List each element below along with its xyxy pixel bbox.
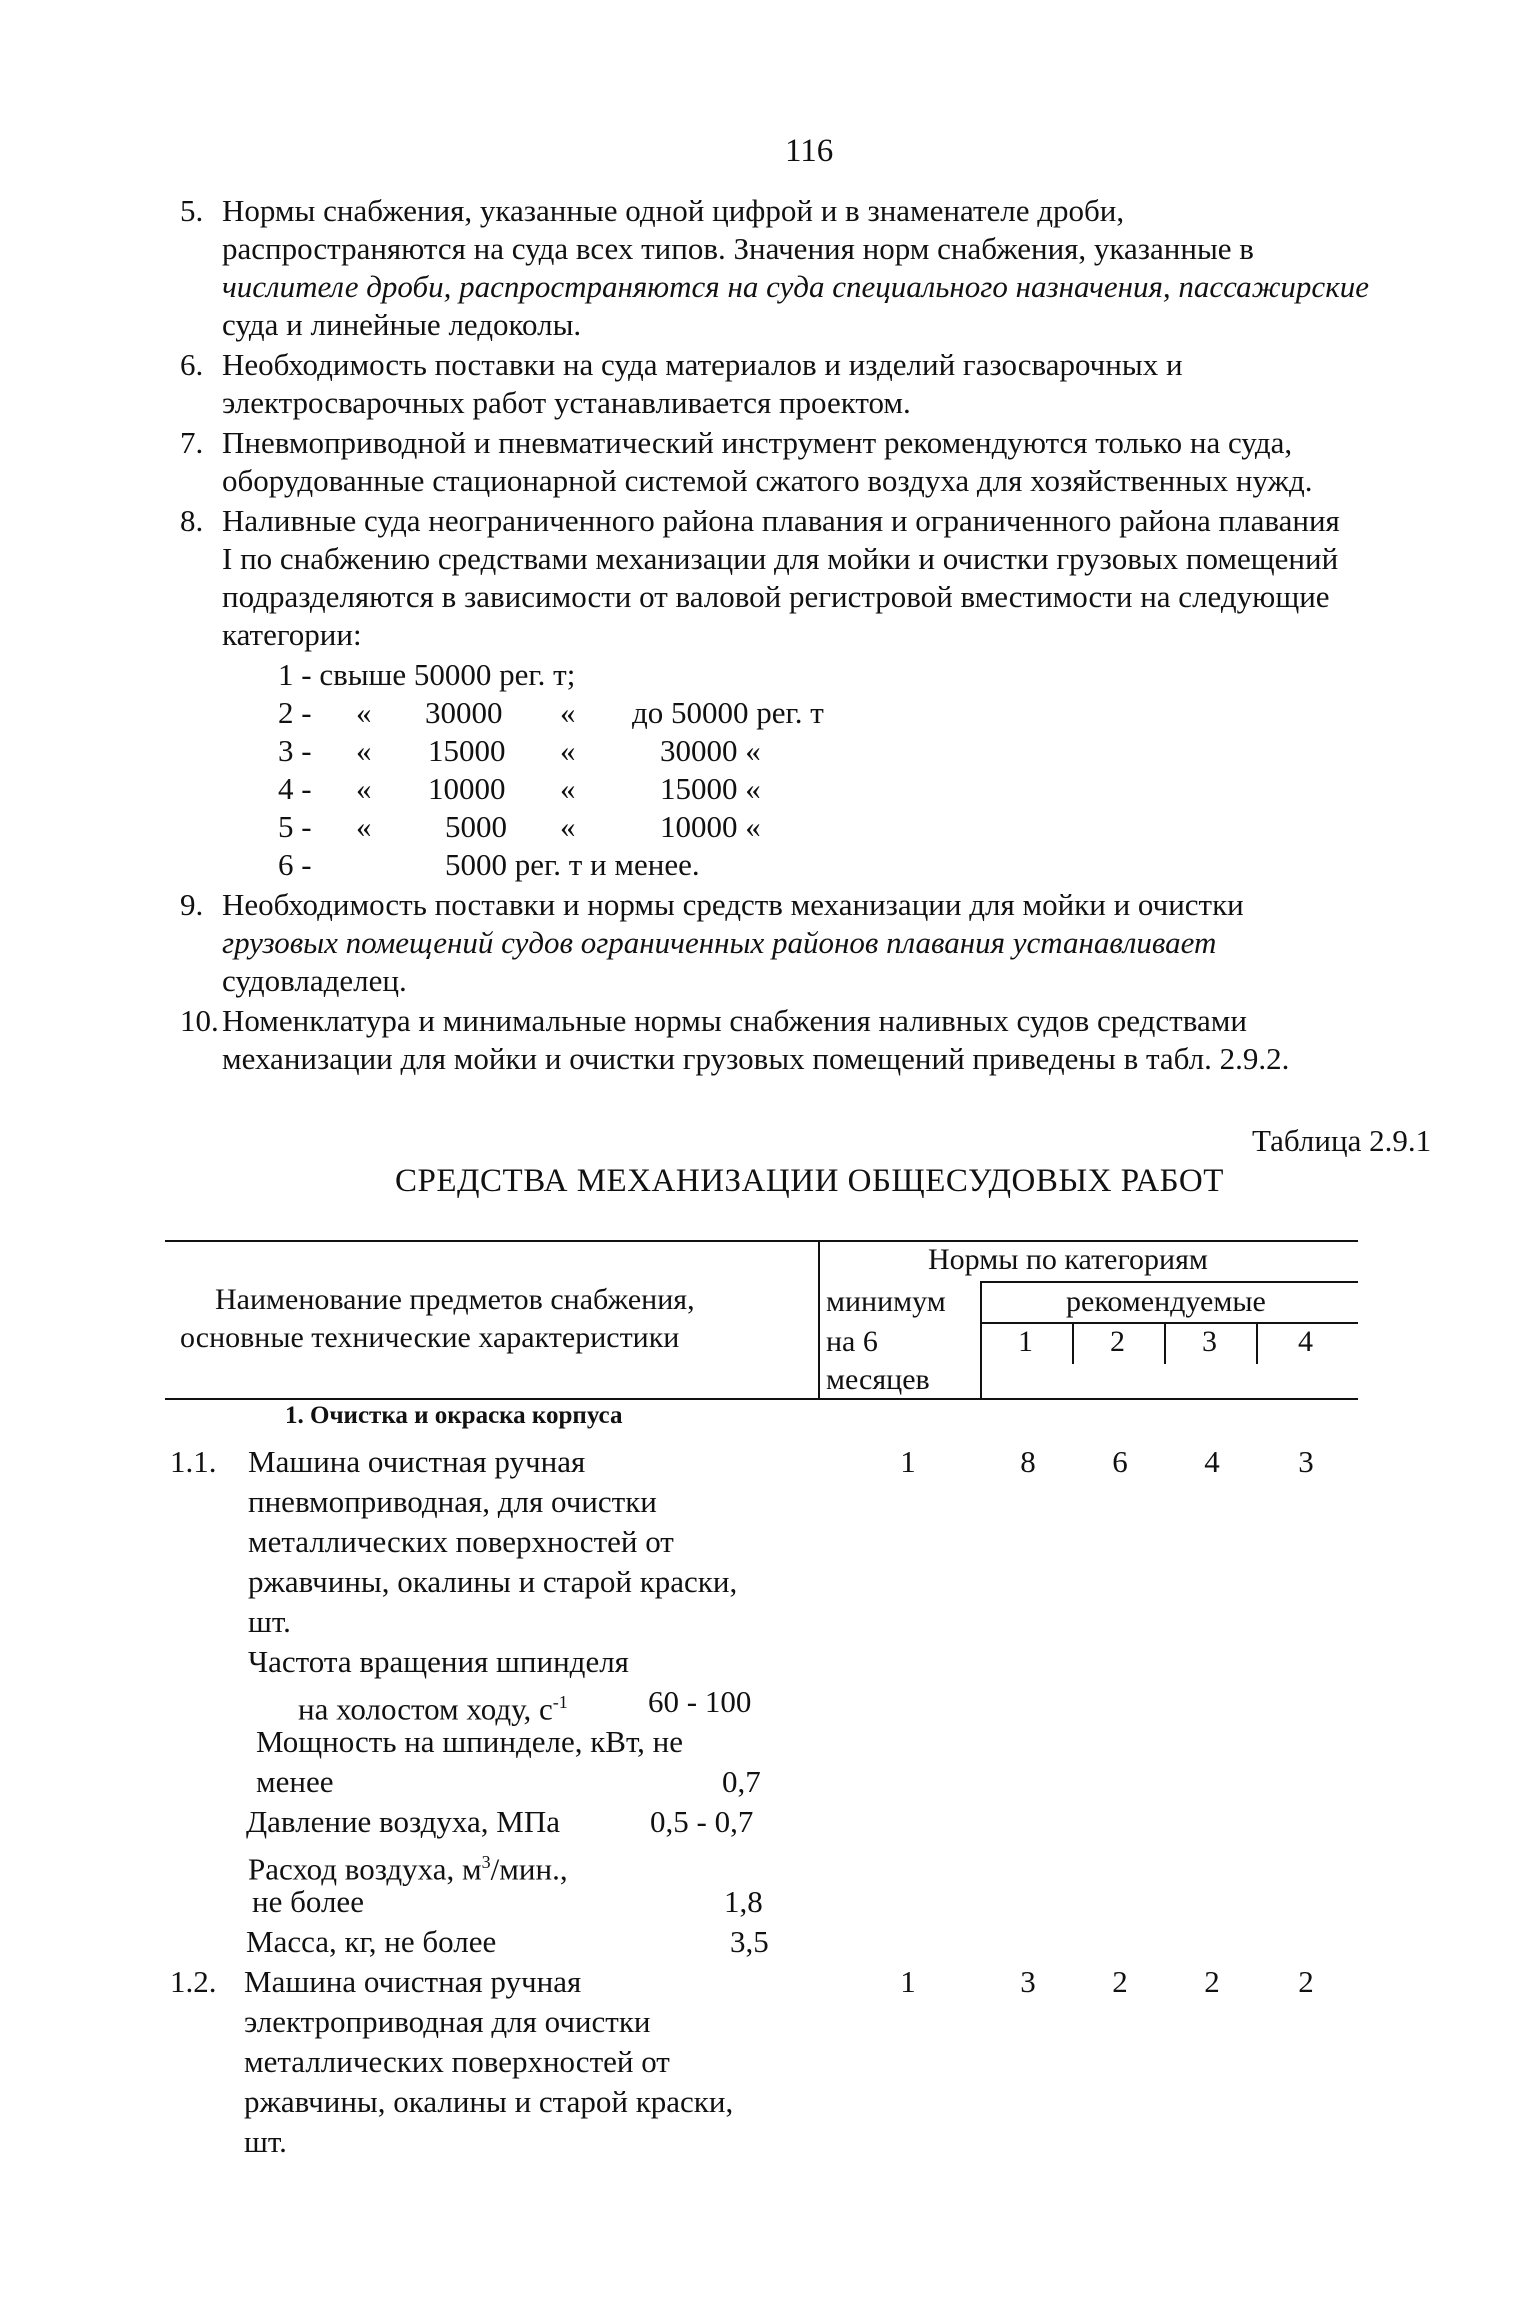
col-divider (818, 1240, 820, 1398)
row-number: 1.2. (170, 1964, 217, 1999)
row-text: шт. (248, 1604, 291, 1639)
note-line: Необходимость поставки и нормы средств механизации для мойки и очистки (222, 887, 1244, 922)
note-line: грузовых помещений судов ограниченных районов плавания устанавливает (222, 925, 1217, 960)
spec-superscript: -1 (552, 1692, 568, 1712)
spec-value: 3,5 (730, 1924, 769, 1959)
ditto-mark: « (356, 733, 372, 768)
category-number: 3 - (278, 733, 312, 768)
row-text: ржавчины, окалины и старой краски, (248, 1564, 738, 1599)
row-text: Машина очистная ручная (244, 1964, 582, 1999)
spec-label: Мощность на шпинделе, кВт, не (256, 1724, 684, 1759)
row-number: 1.1. (170, 1444, 217, 1479)
note-number: 10. (180, 1003, 219, 1038)
spec-label: Масса, кг, не более (246, 1924, 497, 1959)
spec-label: Давление воздуха, МПа (246, 1804, 560, 1839)
spec-superscript: 3 (481, 1852, 491, 1872)
category-2-header: 2 (1110, 1325, 1125, 1358)
note-number: 6. (180, 347, 204, 382)
note-line: подразделяются в зависимости от валовой регистровой вместимости на следующие (222, 579, 1330, 614)
spec-label: Частота вращения шпинделя (248, 1644, 629, 1679)
note-line: суда и линейные ледоколы. (222, 307, 582, 342)
category-number: 4 - (278, 771, 312, 806)
category-1-header: 1 (1018, 1325, 1033, 1358)
col-divider (1256, 1322, 1258, 1364)
header-bottom-rule (165, 1398, 1358, 1400)
row-text: ржавчины, окалины и старой краски, (244, 2084, 734, 2119)
col-divider (980, 1281, 982, 1398)
note-line: категории: (222, 617, 362, 652)
spec-value: 60 - 100 (648, 1684, 752, 1719)
row-text: Машина очистная ручная (248, 1444, 586, 1479)
spec-value: 0,5 - 0,7 (650, 1804, 754, 1839)
table-title: СРЕДСТВА МЕХАНИЗАЦИИ ОБЩЕСУДОВЫХ РАБОТ (395, 1163, 1224, 1199)
ditto-mark: « (560, 695, 576, 730)
spec-label: не более (252, 1884, 364, 1919)
note-number: 8. (180, 503, 204, 538)
norm-minimum: 1 (900, 1964, 916, 1999)
ditto-mark: « (560, 733, 576, 768)
name-col-header: основные технические характеристики (180, 1321, 680, 1354)
category-from: 5000 (445, 809, 507, 844)
note-line: Наливные суда неограниченного района плавания и ограниченного района плавания (222, 503, 1340, 538)
category-from: 30000 (425, 695, 503, 730)
category-row: 1 - свыше 50000 рег. т; (278, 657, 576, 692)
ditto-mark: « (356, 771, 372, 806)
norm-category-2: 2 (1112, 1964, 1128, 1999)
table-label: Таблица 2.9.1 (1252, 1123, 1432, 1158)
row-text: металлических поверхностей от (244, 2044, 670, 2079)
note-line: оборудованные стационарной системой сжатого воздуха для хозяйственных нужд. (222, 463, 1313, 498)
category-to: до 50000 рег. т (632, 695, 824, 730)
norm-category-1: 8 (1020, 1444, 1036, 1479)
category-to: 10000 « (660, 809, 761, 844)
norm-category-1: 3 (1020, 1964, 1036, 1999)
col-divider (1072, 1322, 1074, 1364)
page-number: 116 (785, 133, 834, 169)
norm-category-3: 4 (1204, 1444, 1220, 1479)
norm-category-4: 3 (1298, 1444, 1314, 1479)
note-number: 7. (180, 425, 204, 460)
category-3-header: 3 (1202, 1325, 1217, 1358)
note-line: Номенклатура и минимальные нормы снабжения наливных судов средствами (222, 1003, 1247, 1038)
category-number: 6 - (278, 847, 312, 882)
category-from: 10000 (428, 771, 506, 806)
row-text: шт. (244, 2124, 287, 2159)
note-line: I по снабжению средствами механизации для мойки и очистки грузовых помещений (222, 541, 1339, 576)
category-to: 15000 « (660, 771, 761, 806)
note-line: Нормы снабжения, указанные одной цифрой и в знаменателе дроби, (222, 193, 1125, 228)
spec-label-tail: /мин., (490, 1851, 568, 1887)
name-col-header: Наименование предметов снабжения, (215, 1283, 695, 1316)
minimum-header: месяцев (826, 1363, 930, 1396)
minimum-header: на 6 (826, 1325, 878, 1358)
note-line: распространяются на суда всех типов. Значения норм снабжения, указанные в (222, 231, 1254, 266)
ditto-mark: « (560, 809, 576, 844)
minimum-header: минимум (826, 1285, 946, 1318)
row-text: металлических поверхностей от (248, 1524, 674, 1559)
note-line: Пневмоприводной и пневматический инструмент рекомендуются только на суда, (222, 425, 1293, 460)
norm-category-4: 2 (1298, 1964, 1314, 1999)
category-number: 2 - (278, 695, 312, 730)
recommended-header: рекомендуемые (1066, 1285, 1266, 1318)
row-text: электроприводная для очистки (244, 2004, 651, 2039)
spec-label-text: на холостом ходу, с (298, 1691, 553, 1727)
category-to: 30000 « (660, 733, 761, 768)
note-line: электросварочных работ устанавливается проектом. (222, 385, 911, 420)
col-divider (1164, 1322, 1166, 1364)
norms-header: Нормы по категориям (928, 1243, 1208, 1276)
note-line: судовладелец. (222, 963, 407, 998)
note-number: 5. (180, 193, 204, 228)
category-number: 5 - (278, 809, 312, 844)
norm-minimum: 1 (900, 1444, 916, 1479)
ditto-mark: « (356, 695, 372, 730)
spec-value: 0,7 (722, 1764, 761, 1799)
norms-rule (980, 1281, 1358, 1283)
norm-category-3: 2 (1204, 1964, 1220, 1999)
section-heading: 1. Очистка и окраска корпуса (285, 1402, 623, 1429)
ditto-mark: « (356, 809, 372, 844)
category-from: 15000 (428, 733, 506, 768)
ditto-mark: « (560, 771, 576, 806)
spec-label-text: Расход воздуха, м (248, 1851, 482, 1887)
note-line: механизации для мойки и очистки грузовых помещений приведены в табл. 2.9.2. (222, 1041, 1290, 1076)
spec-label: менее (256, 1764, 334, 1799)
note-line: Необходимость поставки на суда материалов и изделий газосварочных и (222, 347, 1183, 382)
note-line: числителе дроби, распространяются на суда специального назначения, пассажирские (222, 269, 1369, 304)
norm-category-2: 6 (1112, 1444, 1128, 1479)
category-4-header: 4 (1298, 1325, 1313, 1358)
category-row: 5000 рег. т и менее. (445, 847, 700, 882)
note-number: 9. (180, 887, 204, 922)
row-text: пневмоприводная, для очистки (248, 1484, 657, 1519)
spec-value: 1,8 (724, 1884, 763, 1919)
